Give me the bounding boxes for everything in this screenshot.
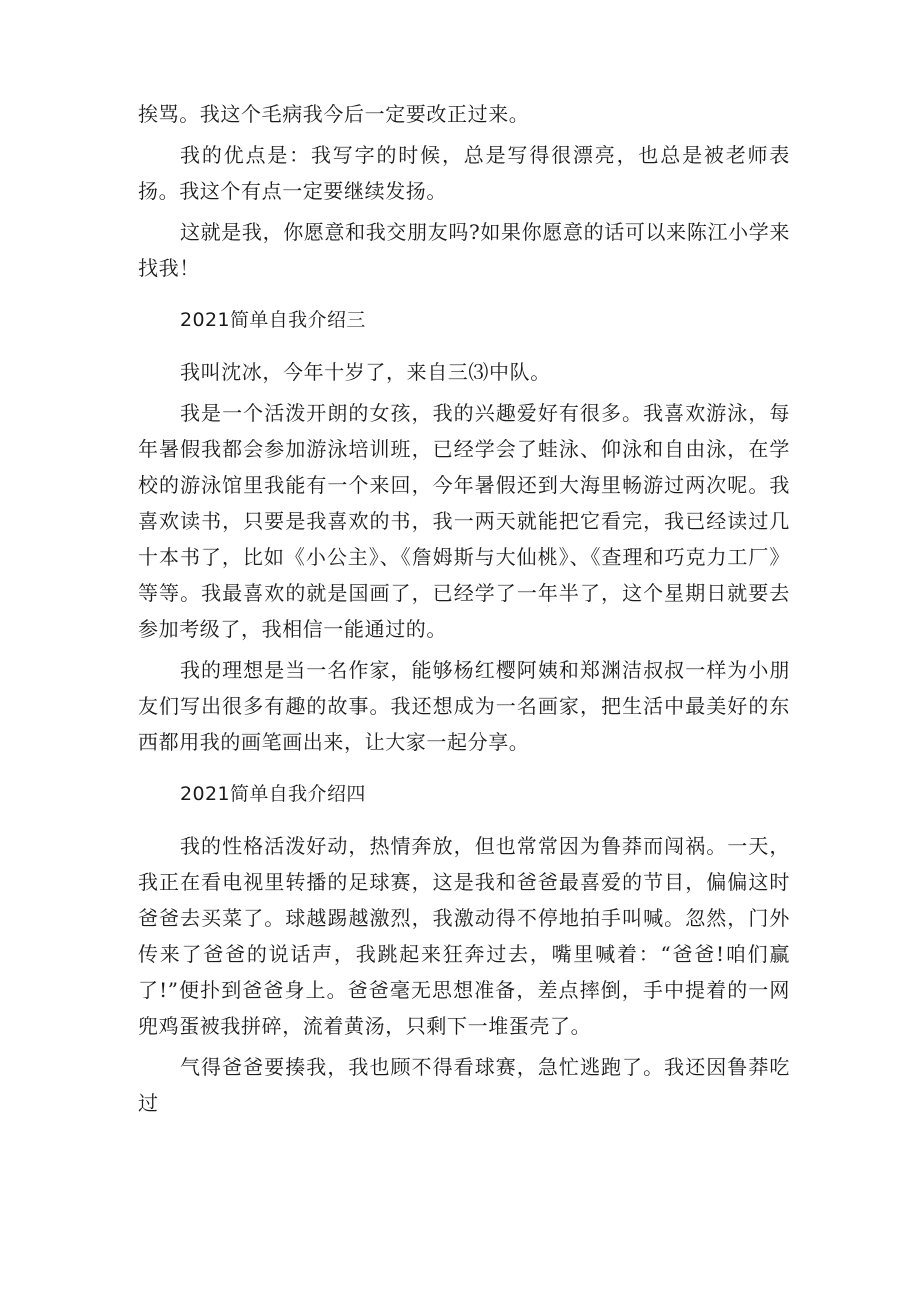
paragraph-strength: 我的优点是：我写字的时候，总是写得很漂亮，也总是被老师表扬。我这个有点一定要继续发扬。 (138, 143, 790, 203)
paragraph-hobbies: 我是一个活泼开朗的女孩，我的兴趣爱好有很多。我喜欢游泳，每年暑假我都会参加游泳培训班，已经学会了蛙泳、仰泳和自由泳，在学校的游泳馆里我能有一个来回，今年暑假还到大海里畅游过两次呢。我喜欢读书，只要是我喜欢的书，我一两天就能把它看完，我已经读过几十本书了，比如《小公主》、《詹姆斯与大仙桃》、《查理和巧克力工厂》等等。我最喜欢的就是国画了，已经学了一年半了，这个星期日就要去参加考级了，我相信一能通过的。 (138, 401, 790, 641)
paragraph-continuation: 气得爸爸要揍我，我也顾不得看球赛，急忙逃跑了。我还因鲁莽吃过 (138, 1055, 790, 1115)
paragraph-name-intro: 我叫沈冰，今年十岁了，来自三⑶中队。 (180, 360, 551, 384)
paragraph-personality: 我的性格活泼好动，热情奔放，但也常常因为鲁莽而闯祸。一天，我正在看电视里转播的足球赛，这是我和爸爸最喜爱的节目，偏偏这时爸爸去买菜了。球越踢越激烈，我激动得不停地拍手叫喊。忽然，门外传来了爸爸的说话声，我跳起来狂奔过去，嘴里喊着：“爸爸!咱们赢了!”便扑到爸爸身上。爸爸毫无思想准备，差点摔倒，手中提着的一网兜鸡蛋被我拼碎，流着黄汤，只剩下一堆蛋壳了。 (138, 834, 790, 1038)
document-body (138, 96, 790, 1121)
paragraph-closing: 这就是我，你愿意和我交朋友吗?如果你愿意的话可以来陈江小学来找我！ (138, 220, 790, 280)
paragraph-intro-tail: 挨骂。我这个毛病我今后一定要改正过来。 (138, 102, 530, 126)
paragraph-dream: 我的理想是当一名作家，能够杨红樱阿姨和郑渊洁叔叔一样为小朋友们写出很多有趣的故事。我还想成为一名画家，把生活中最美好的东西都用我的画笔画出来，让大家一起分享。 (138, 658, 790, 754)
section-heading-three: 2021简单自我介绍三 (180, 309, 366, 331)
section-heading-four: 2021简单自我介绍四 (180, 783, 366, 805)
